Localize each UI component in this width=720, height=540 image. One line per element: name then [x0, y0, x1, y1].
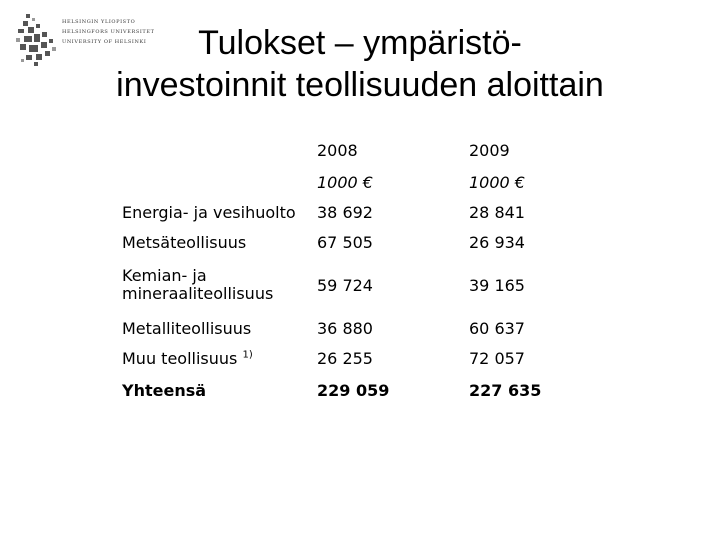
table-row	[122, 197, 569, 227]
value-2009: 28 841	[469, 202, 525, 222]
investment-table	[122, 133, 569, 407]
value-2008: 67 505	[317, 232, 373, 252]
table-row	[122, 343, 569, 373]
row-label	[122, 343, 317, 373]
value-2009: 60 637	[469, 318, 525, 338]
footnote-marker: 1)	[242, 349, 253, 361]
row-label-text: Muu teollisuus	[122, 348, 238, 368]
row-label: Metsäteollisuus	[122, 232, 247, 252]
table-row	[122, 257, 569, 313]
value-2009: 26 934	[469, 232, 525, 252]
table-row	[122, 227, 569, 257]
unit-header-row	[122, 167, 569, 197]
total-2009: 227 635	[469, 380, 542, 400]
slide-title-line-2: investoinnit teollisuuden aloittain	[116, 66, 604, 104]
logo-text-swedish: HELSINGFORS UNIVERSITET	[62, 29, 155, 35]
slide-title	[60, 22, 660, 106]
unit-2009: 1000 €	[469, 172, 525, 192]
row-label	[122, 257, 317, 313]
logo-text-english: UNIVERSITY OF HELSINKI	[62, 39, 147, 45]
total-label: Yhteensä	[122, 380, 207, 400]
total-2008: 229 059	[317, 380, 390, 400]
empty-header-cell	[122, 133, 317, 167]
row-label: Energia- ja vesihuolto	[122, 202, 296, 222]
slide-title-line-1: Tulokset – ympäristö-	[198, 24, 522, 62]
row-label: Metalliteollisuus	[122, 318, 252, 338]
value-2008: 36 880	[317, 318, 373, 338]
row-label-line-2: mineraaliteollisuus	[122, 284, 274, 303]
unit-2008: 1000 €	[317, 172, 373, 192]
table-row	[122, 313, 569, 343]
empty-unit-cell	[122, 167, 317, 197]
year-header-row	[122, 133, 569, 167]
university-seal-icon	[14, 12, 60, 68]
year-header-2008: 2008	[317, 140, 358, 160]
value-2009: 39 165	[469, 275, 525, 295]
value-2008: 38 692	[317, 202, 373, 222]
value-2008: 26 255	[317, 348, 373, 368]
logo-text-finnish: HELSINGIN YLIOPISTO	[62, 19, 136, 25]
value-2009: 72 057	[469, 348, 525, 368]
row-label-line-1: Kemian- ja	[122, 266, 207, 285]
total-row	[122, 373, 569, 407]
year-header-2009: 2009	[469, 140, 510, 160]
value-2008: 59 724	[317, 275, 373, 295]
